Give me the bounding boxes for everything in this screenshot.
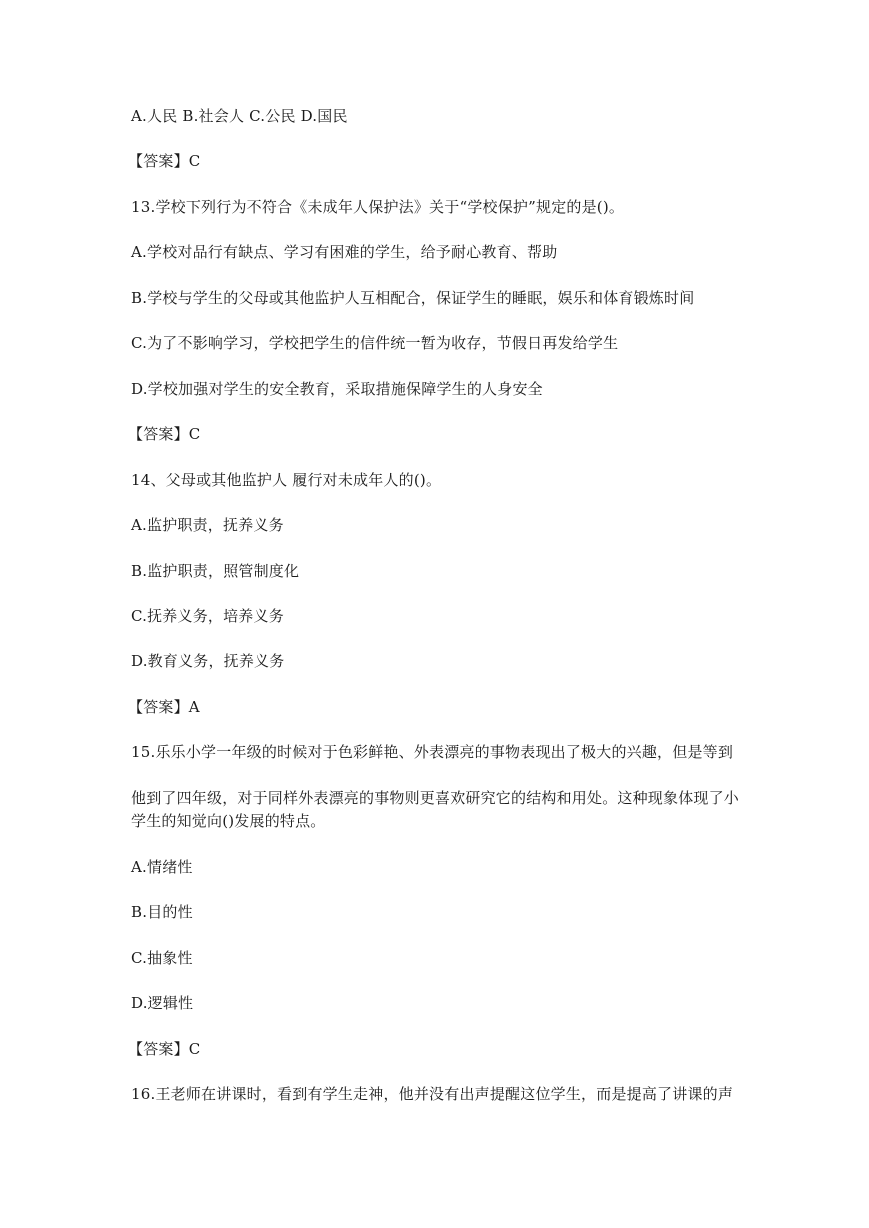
q15-question-line-2: 他到了四年级，对于同样外表漂亮的事物则更喜欢研究它的结构和用处。这种现象体现了小 (131, 789, 740, 807)
q14-option-d: D.教育义务，抚养义务 (131, 652, 285, 670)
q15-question-line-3: 学生的知觉向()发展的特点。 (131, 812, 326, 830)
q13-question: 13.学校下列行为不符合《未成年人保护法》关于“学校保护”规定的是()。 (131, 198, 625, 216)
q13-answer: 【答案】C (128, 425, 201, 443)
q15-question-line-1: 15.乐乐小学一年级的时候对于色彩鲜艳、外表漂亮的事物表现出了极大的兴趣，但是等到 (131, 743, 734, 761)
q15-option-c: C.抽象性 (131, 949, 193, 967)
q14-option-b: B.监护职责，照管制度化 (131, 562, 300, 580)
q16-question-line-1: 16.王老师在讲课时，看到有学生走神，他并没有出声提醒这位学生，而是提高了讲课的声 (131, 1085, 734, 1103)
q13-option-a: A.学校对品行有缺点、学习有困难的学生，给予耐心教育、帮助 (131, 243, 558, 261)
q15-option-d: D.逻辑性 (131, 994, 194, 1012)
q14-answer: 【答案】A (128, 698, 200, 716)
q15-answer: 【答案】C (128, 1040, 201, 1058)
q13-option-d: D.学校加强对学生的安全教育，采取措施保障学生的人身安全 (131, 380, 543, 398)
q15-option-b: B.目的性 (131, 903, 193, 921)
q14-option-c: C.抚养义务，培养义务 (131, 607, 284, 625)
q12-options: A.人民 B.社会人 C.公民 D.国民 (131, 107, 348, 125)
q12-answer: 【答案】C (128, 152, 201, 170)
q14-question: 14、父母或其他监护人 履行对未成年人的()。 (131, 471, 442, 489)
q13-option-c: C.为了不影响学习，学校把学生的信件统一暂为收存，节假日再发给学生 (131, 334, 619, 352)
q13-option-b: B.学校与学生的父母或其他监护人互相配合，保证学生的睡眠，娱乐和体育锻炼时间 (131, 289, 695, 307)
q14-option-a: A.监护职责，抚养义务 (131, 516, 284, 534)
q15-option-a: A.情绪性 (131, 858, 193, 876)
